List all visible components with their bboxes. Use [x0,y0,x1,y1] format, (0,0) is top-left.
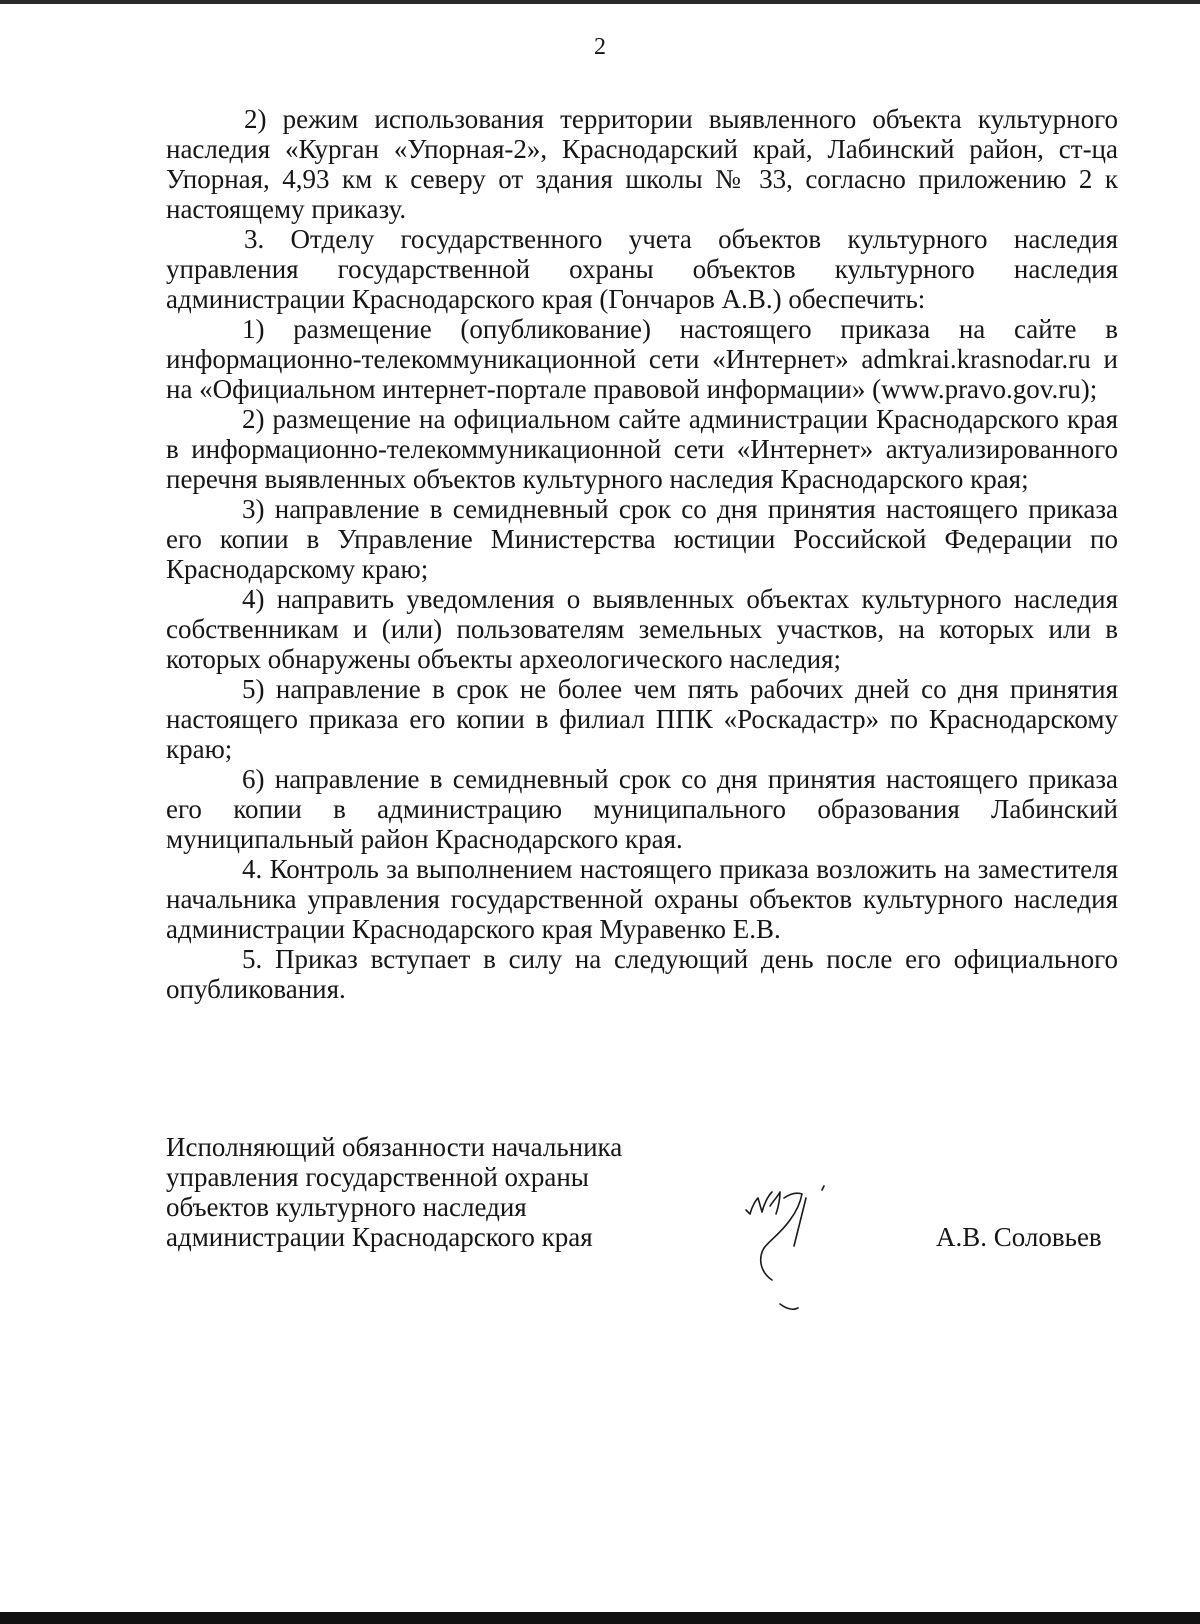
scan-edge-top [0,0,1200,4]
position-line: администрации Краснодарского края [166,1222,593,1252]
paragraph-3: 3. Отделу государственного учета объектов культурного наследия управления государственной охраны объектов культурного наследия администрации Краснодарского края (Гончаров А.В.) обеспечить: [166,224,1118,314]
position-line: управления государственной охраны [166,1162,589,1192]
paragraph-3-6: 6) направление в семидневный срок со дня принятия настоящего приказа его копии в администрацию муниципального образования Лабинский муниципальный район Краснодарского края. [166,764,1118,854]
paragraph-3-1: 1) размещение (опубликование) настоящего приказа на сайте в информационно-телекоммуникационной сети «Интернет» admkrai.krasnodar.ru и на «Официальном интернет-портале правовой информации» (www.pravo.gov.ru); [166,314,1118,404]
paragraph-4: 4. Контроль за выполнением настоящего приказа возложить на заместителя начальника управления государственной охраны объектов культурного наследия администрации Краснодарского края Муравенко Е.В. [166,854,1118,944]
document-body [166,104,1118,1004]
paragraph-3-3: 3) направление в семидневный срок со дня принятия настоящего приказа его копии в Управление Министерства юстиции Российской Федерации по Краснодарскому краю; [166,494,1118,584]
signer-name: А.В. Соловьев [936,1222,1102,1252]
paragraph-3-2: 2) размещение на официальном сайте администрации Краснодарского края в информационно-телекоммуникационной сети «Интернет» актуализированного перечня выявленных объектов культурного наследия Краснодарского края; [166,404,1118,494]
paragraph-5: 5. Приказ вступает в силу на следующий день после его официального опубликования. [166,944,1118,1004]
paragraph-3-4: 4) направить уведомления о выявленных объектах культурного наследия собственникам и (или) пользователям земельных участков, на которых или в которых обнаружены объекты археологического наследия; [166,584,1118,674]
signatory-position [166,1132,622,1252]
paragraph-3-5: 5) направление в срок не более чем пять рабочих дней со дня принятия настоящего приказа его копии в филиал ППК «Роскадастр» по Краснодарскому краю; [166,674,1118,764]
handwritten-signature-icon [740,1168,880,1338]
position-line: объектов культурного наследия [166,1192,527,1222]
position-line: Исполняющий обязанности начальника [166,1132,623,1162]
page-number: 2 [594,34,606,60]
paragraph-2-2: 2) режим использования территории выявленного объекта культурного наследия «Курган «Упорная-2», Краснодарский край, Лабинский район, ст-ца Упорная, 4,93 км к северу от здания школы № 33, согласно приложению 2 к настоящему приказу. [166,104,1118,224]
scan-edge-bottom [0,1612,1200,1624]
